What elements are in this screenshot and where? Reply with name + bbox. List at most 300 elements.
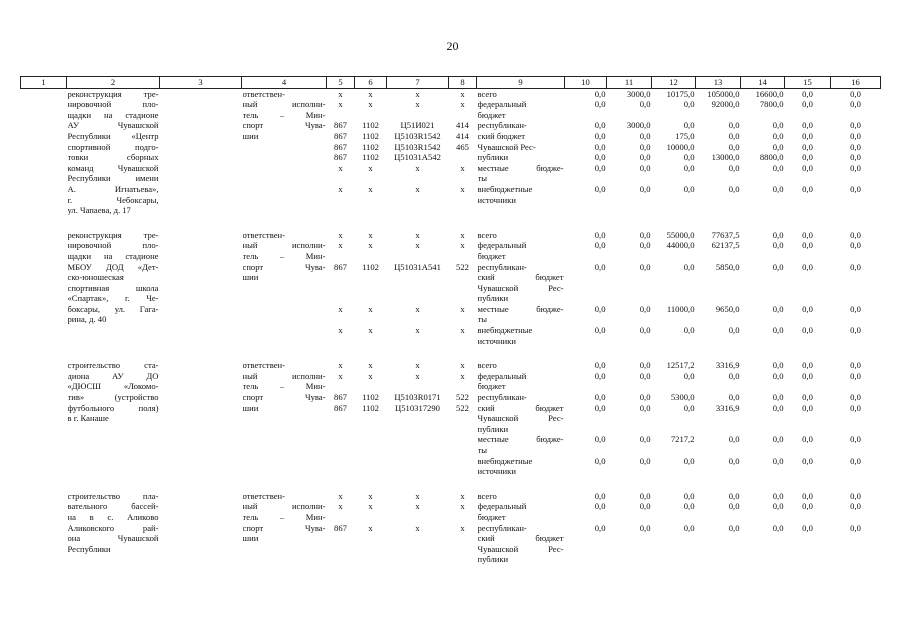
text-line bbox=[566, 314, 606, 325]
text-line bbox=[388, 512, 448, 523]
text-line: 0,0 bbox=[772, 303, 784, 314]
text-line: 1102 bbox=[362, 261, 379, 272]
text-line: x bbox=[338, 99, 343, 110]
text-line: x bbox=[338, 240, 343, 251]
text-line bbox=[328, 413, 354, 424]
text-line: Республики «Центр bbox=[67, 130, 159, 141]
text-line bbox=[566, 110, 606, 121]
text-line: 0,0 bbox=[683, 99, 695, 110]
text-line bbox=[328, 456, 354, 467]
value-cell-15 bbox=[785, 230, 831, 347]
text-line: x bbox=[368, 240, 373, 251]
text-line: 0,0 bbox=[850, 229, 861, 240]
text-line bbox=[566, 336, 606, 347]
text-line bbox=[786, 336, 830, 347]
text-line: 0,0 bbox=[850, 303, 861, 314]
code-cell-c8 bbox=[449, 230, 477, 347]
text-line bbox=[328, 293, 354, 304]
text-line: 0,0 bbox=[802, 141, 813, 152]
text-line: 0,0 bbox=[594, 183, 606, 194]
text-line: x bbox=[368, 99, 373, 110]
column-header: 1 bbox=[21, 77, 67, 89]
text-line bbox=[697, 413, 740, 424]
value-cell-16 bbox=[831, 491, 881, 565]
text-line: боксары, ул. Гага- bbox=[67, 303, 159, 314]
text-line: строительство ста- bbox=[67, 360, 159, 371]
text-line: спорт Чува- bbox=[242, 120, 326, 131]
text-line: 0,0 bbox=[728, 120, 740, 131]
text-line bbox=[832, 251, 880, 262]
text-line bbox=[697, 544, 740, 555]
text-line bbox=[356, 272, 386, 283]
text-line bbox=[566, 533, 606, 544]
event-name-cell bbox=[67, 491, 160, 565]
text-line bbox=[328, 272, 354, 283]
text-line: x bbox=[368, 183, 373, 194]
text-line bbox=[356, 413, 386, 424]
executor-cell bbox=[242, 230, 327, 347]
text-line: Чувашской Рес- bbox=[477, 413, 564, 424]
value-cell-10 bbox=[565, 230, 607, 347]
text-line: 0,0 bbox=[683, 402, 695, 413]
text-line bbox=[786, 466, 830, 477]
text-line: 0,0 bbox=[772, 261, 784, 272]
text-line bbox=[786, 283, 830, 294]
text-line: 92000,0 bbox=[711, 99, 740, 110]
text-line: ответствен- bbox=[242, 229, 285, 240]
text-line: 867 bbox=[334, 392, 347, 403]
text-line: 0,0 bbox=[594, 152, 606, 163]
text-line: 414 bbox=[456, 130, 469, 141]
text-line: источники bbox=[477, 335, 516, 346]
text-line: 0,0 bbox=[594, 229, 606, 240]
text-line: 3316,9 bbox=[715, 402, 740, 413]
text-line bbox=[608, 336, 651, 347]
text-line bbox=[450, 445, 476, 456]
text-line: 0,0 bbox=[802, 303, 813, 314]
text-line: 0,0 bbox=[850, 183, 861, 194]
text-line: 0,0 bbox=[772, 402, 784, 413]
text-line bbox=[388, 272, 448, 283]
block-spacer bbox=[21, 216, 881, 230]
text-line bbox=[450, 173, 476, 184]
text-line bbox=[786, 293, 830, 304]
text-line: товки сборных bbox=[67, 152, 159, 163]
text-line: x bbox=[460, 183, 465, 194]
value-cell-14 bbox=[741, 230, 785, 347]
text-line bbox=[608, 466, 651, 477]
text-line: 465 bbox=[456, 141, 469, 152]
executor-cell bbox=[242, 491, 327, 565]
text-line bbox=[742, 314, 784, 325]
text-line bbox=[697, 195, 740, 206]
text-line bbox=[608, 413, 651, 424]
text-line: 0,0 bbox=[772, 434, 784, 445]
text-line bbox=[566, 466, 606, 477]
text-line bbox=[697, 314, 740, 325]
text-line: 0,0 bbox=[683, 325, 695, 336]
text-line bbox=[697, 424, 740, 435]
text-line bbox=[450, 110, 476, 121]
cell-col-1 bbox=[21, 88, 67, 216]
text-line: внебюджетные bbox=[477, 455, 533, 466]
text-line: 0,0 bbox=[594, 141, 606, 152]
text-line: x bbox=[415, 99, 420, 110]
text-line bbox=[450, 554, 476, 565]
text-line: публики bbox=[477, 423, 509, 434]
text-line: x bbox=[368, 88, 373, 99]
text-line bbox=[388, 554, 448, 565]
text-line bbox=[653, 195, 695, 206]
text-line bbox=[356, 445, 386, 456]
text-line: 0,0 bbox=[802, 490, 813, 501]
text-line bbox=[742, 195, 784, 206]
text-line bbox=[356, 251, 386, 262]
text-line: 867 bbox=[334, 152, 347, 163]
text-line: АУ Чувашской bbox=[67, 120, 159, 131]
text-line: 55000,0 bbox=[666, 229, 695, 240]
spacer-cell bbox=[21, 477, 881, 491]
text-line bbox=[832, 544, 880, 555]
value-cell-13 bbox=[696, 360, 741, 477]
code-cell-c7 bbox=[387, 88, 449, 216]
text-line: 0,0 bbox=[639, 99, 651, 110]
column-header: 12 bbox=[652, 77, 696, 89]
text-line bbox=[832, 283, 880, 294]
text-line bbox=[608, 424, 651, 435]
text-line: 0,0 bbox=[802, 325, 813, 336]
text-line: спорт Чува- bbox=[242, 522, 326, 533]
column-header: 16 bbox=[831, 77, 881, 89]
text-line bbox=[356, 110, 386, 121]
text-line bbox=[786, 413, 830, 424]
text-line: Чувашской Рес- bbox=[477, 141, 536, 152]
event-name-cell bbox=[67, 88, 160, 216]
code-cell-c5 bbox=[327, 491, 355, 565]
text-line: 522 bbox=[456, 392, 469, 403]
text-line: Ц51031А541 bbox=[394, 261, 441, 272]
text-line bbox=[653, 381, 695, 392]
text-line: 414 bbox=[456, 120, 469, 131]
column-header: 7 bbox=[387, 77, 449, 89]
text-line bbox=[450, 533, 476, 544]
text-line: ский бюджет bbox=[477, 272, 564, 283]
text-line: 11000,0 bbox=[666, 303, 695, 314]
text-line: бюджет bbox=[477, 250, 506, 261]
text-line: 0,0 bbox=[594, 360, 606, 371]
text-line: 867 bbox=[334, 261, 347, 272]
text-line: 0,0 bbox=[772, 229, 784, 240]
text-line: ский бюджет bbox=[477, 533, 564, 544]
text-line: 8800,0 bbox=[759, 152, 784, 163]
text-line: республикан- bbox=[477, 120, 527, 131]
text-line: она Чувашской bbox=[67, 533, 159, 544]
text-line: внебюджетные bbox=[477, 183, 533, 194]
text-line: x bbox=[368, 229, 373, 240]
text-line bbox=[608, 272, 651, 283]
text-line: 0,0 bbox=[639, 370, 651, 381]
text-line bbox=[566, 424, 606, 435]
text-line bbox=[653, 336, 695, 347]
text-line bbox=[653, 314, 695, 325]
text-line: 1102 bbox=[362, 130, 379, 141]
text-line: x bbox=[338, 229, 343, 240]
text-line: 0,0 bbox=[802, 99, 813, 110]
text-line: x bbox=[368, 325, 373, 336]
text-line: ты bbox=[477, 445, 488, 455]
text-line bbox=[697, 554, 740, 565]
column-header: 6 bbox=[355, 77, 387, 89]
text-line: 0,0 bbox=[594, 455, 606, 466]
text-line: 0,0 bbox=[802, 522, 813, 533]
value-cell-12 bbox=[652, 88, 696, 216]
text-line: 0,0 bbox=[728, 392, 740, 403]
text-line: 0,0 bbox=[683, 501, 695, 512]
text-line bbox=[786, 424, 830, 435]
value-cell-10 bbox=[565, 360, 607, 477]
text-line bbox=[832, 512, 880, 523]
text-line bbox=[450, 413, 476, 424]
text-line bbox=[697, 533, 740, 544]
text-line bbox=[832, 272, 880, 283]
text-line: 0,0 bbox=[639, 490, 651, 501]
text-line: Ц510317290 bbox=[395, 402, 440, 413]
budget-table bbox=[20, 76, 881, 565]
text-line: 0,0 bbox=[683, 490, 695, 501]
text-line: 0,0 bbox=[683, 370, 695, 381]
text-line: x bbox=[415, 370, 420, 381]
code-cell-c8 bbox=[449, 491, 477, 565]
text-line: 0,0 bbox=[728, 183, 740, 194]
text-line: внебюджетные bbox=[477, 325, 533, 336]
text-line: 0,0 bbox=[850, 162, 861, 173]
text-line: x bbox=[460, 370, 465, 381]
text-line: ско-юношеская bbox=[67, 272, 124, 283]
text-line: 0,0 bbox=[772, 360, 784, 371]
block-spacer bbox=[21, 346, 881, 360]
text-line: реконструкция тре- bbox=[67, 229, 159, 240]
text-line: 0,0 bbox=[728, 370, 740, 381]
text-line bbox=[653, 283, 695, 294]
text-line: x bbox=[460, 229, 465, 240]
text-line: 0,0 bbox=[850, 392, 861, 403]
text-line bbox=[653, 424, 695, 435]
text-line bbox=[608, 314, 651, 325]
text-line bbox=[328, 251, 354, 262]
value-cell-13 bbox=[696, 230, 741, 347]
text-line: 10000,0 bbox=[666, 141, 695, 152]
text-line bbox=[388, 251, 448, 262]
text-line bbox=[450, 456, 476, 467]
text-line: 0,0 bbox=[850, 120, 861, 131]
text-line bbox=[786, 314, 830, 325]
text-line: x bbox=[460, 162, 465, 173]
text-line: 0,0 bbox=[802, 88, 813, 99]
text-line bbox=[450, 293, 476, 304]
text-line: 1102 bbox=[362, 152, 379, 163]
text-line: тель – Мин- bbox=[242, 109, 326, 120]
text-line bbox=[356, 424, 386, 435]
text-line: ный исполни- bbox=[242, 99, 326, 110]
text-line bbox=[742, 544, 784, 555]
spacer-cell bbox=[21, 346, 881, 360]
text-line bbox=[608, 554, 651, 565]
text-line: 13000,0 bbox=[711, 152, 740, 163]
cell-col-3 bbox=[160, 88, 242, 216]
text-line bbox=[450, 544, 476, 555]
text-line bbox=[653, 251, 695, 262]
text-line bbox=[653, 533, 695, 544]
text-line: 0,0 bbox=[850, 152, 861, 163]
table-row bbox=[21, 360, 881, 477]
text-line: республикан- bbox=[477, 392, 527, 403]
text-line bbox=[697, 381, 740, 392]
text-line: x bbox=[368, 303, 373, 314]
text-line: 0,0 bbox=[772, 120, 784, 131]
text-line bbox=[742, 283, 784, 294]
text-line: 0,0 bbox=[594, 402, 606, 413]
text-line bbox=[388, 445, 448, 456]
text-line bbox=[450, 381, 476, 392]
text-line: 0,0 bbox=[728, 162, 740, 173]
column-header: 11 bbox=[607, 77, 652, 89]
text-line: 0,0 bbox=[802, 434, 813, 445]
text-line bbox=[450, 336, 476, 347]
text-line: x bbox=[338, 88, 343, 99]
text-line: x bbox=[338, 490, 343, 501]
text-line bbox=[356, 336, 386, 347]
text-line: 867 bbox=[334, 120, 347, 131]
text-line: МБОУ ДОД «Дет- bbox=[67, 261, 159, 272]
text-line bbox=[786, 110, 830, 121]
text-line: x bbox=[415, 522, 420, 533]
text-line bbox=[608, 195, 651, 206]
text-line: 867 bbox=[334, 402, 347, 413]
text-line: 0,0 bbox=[594, 490, 606, 501]
text-line bbox=[356, 544, 386, 555]
text-line: футбольного поля) bbox=[67, 402, 159, 413]
text-line bbox=[356, 283, 386, 294]
column-number-header bbox=[21, 77, 881, 89]
text-line: x bbox=[415, 490, 420, 501]
text-line: x bbox=[415, 303, 420, 314]
text-line bbox=[566, 381, 606, 392]
text-line: 0,0 bbox=[594, 501, 606, 512]
text-line: 0,0 bbox=[802, 501, 813, 512]
text-line: 0,0 bbox=[639, 130, 651, 141]
text-line bbox=[786, 251, 830, 262]
text-line: ты bbox=[477, 173, 488, 184]
text-line bbox=[566, 293, 606, 304]
text-line: x bbox=[415, 501, 420, 512]
spacer-cell bbox=[21, 216, 881, 230]
value-cell-13 bbox=[696, 88, 741, 216]
text-line: 0,0 bbox=[802, 152, 813, 163]
text-line: ный исполни- bbox=[242, 240, 326, 251]
text-line bbox=[608, 544, 651, 555]
text-line bbox=[566, 512, 606, 523]
value-cell-12 bbox=[652, 491, 696, 565]
text-line bbox=[653, 173, 695, 184]
text-line bbox=[328, 381, 354, 392]
text-line bbox=[653, 293, 695, 304]
text-line bbox=[328, 110, 354, 121]
column-header: 13 bbox=[696, 77, 741, 89]
text-line bbox=[356, 512, 386, 523]
text-line: ответствен- bbox=[242, 490, 285, 501]
text-line bbox=[786, 533, 830, 544]
column-header: 3 bbox=[160, 77, 242, 89]
funding-source-cell bbox=[477, 230, 565, 347]
text-line: 0,0 bbox=[594, 392, 606, 403]
text-line: рина, д. 40 bbox=[67, 314, 107, 325]
text-line: 0,0 bbox=[639, 392, 651, 403]
text-line: 0,0 bbox=[594, 434, 606, 445]
text-line bbox=[388, 381, 448, 392]
text-line: 0,0 bbox=[594, 370, 606, 381]
text-line: Ц5103R1542 bbox=[394, 130, 441, 141]
text-line: 5300,0 bbox=[670, 392, 695, 403]
text-line: ский бюджет bbox=[477, 130, 525, 141]
text-line bbox=[742, 251, 784, 262]
text-line: шии bbox=[242, 272, 259, 283]
text-line bbox=[328, 445, 354, 456]
text-line bbox=[742, 293, 784, 304]
value-cell-11 bbox=[607, 230, 652, 347]
text-line bbox=[566, 173, 606, 184]
text-line bbox=[566, 195, 606, 206]
text-line: 0,0 bbox=[772, 490, 784, 501]
text-line bbox=[653, 272, 695, 283]
text-line: 0,0 bbox=[850, 88, 861, 99]
text-line: 0,0 bbox=[772, 130, 784, 141]
value-cell-14 bbox=[741, 491, 785, 565]
text-line: Ц51031А542 bbox=[394, 152, 441, 163]
text-line bbox=[356, 533, 386, 544]
text-line bbox=[608, 381, 651, 392]
text-line: «ДЮСШ «Локомо- bbox=[67, 381, 159, 392]
text-line: 0,0 bbox=[850, 99, 861, 110]
text-line bbox=[608, 173, 651, 184]
text-line: 12517,2 bbox=[666, 360, 695, 371]
text-line: Ц51И021 bbox=[400, 120, 435, 131]
text-line: 105000,0 bbox=[707, 88, 740, 99]
text-line bbox=[653, 466, 695, 477]
text-line bbox=[566, 554, 606, 565]
text-line bbox=[566, 413, 606, 424]
text-line: x bbox=[368, 522, 373, 533]
text-line: x bbox=[460, 240, 465, 251]
text-line: 10175,0 bbox=[666, 88, 695, 99]
text-line: 1102 bbox=[362, 392, 379, 403]
code-cell-c5 bbox=[327, 360, 355, 477]
column-header: 5 bbox=[327, 77, 355, 89]
text-line: республикан- bbox=[477, 522, 527, 533]
text-line bbox=[832, 445, 880, 456]
text-line bbox=[388, 110, 448, 121]
text-line: 0,0 bbox=[850, 130, 861, 141]
text-line: 0,0 bbox=[850, 434, 861, 445]
text-line bbox=[742, 173, 784, 184]
text-line: 0,0 bbox=[802, 130, 813, 141]
event-name-cell bbox=[67, 360, 160, 477]
text-line: реконструкция тре- bbox=[67, 88, 159, 99]
text-line: 867 bbox=[334, 522, 347, 533]
text-line bbox=[742, 272, 784, 283]
text-line: тель – Мин- bbox=[242, 381, 326, 392]
column-header: 10 bbox=[565, 77, 607, 89]
text-line: 3316,9 bbox=[715, 360, 740, 371]
